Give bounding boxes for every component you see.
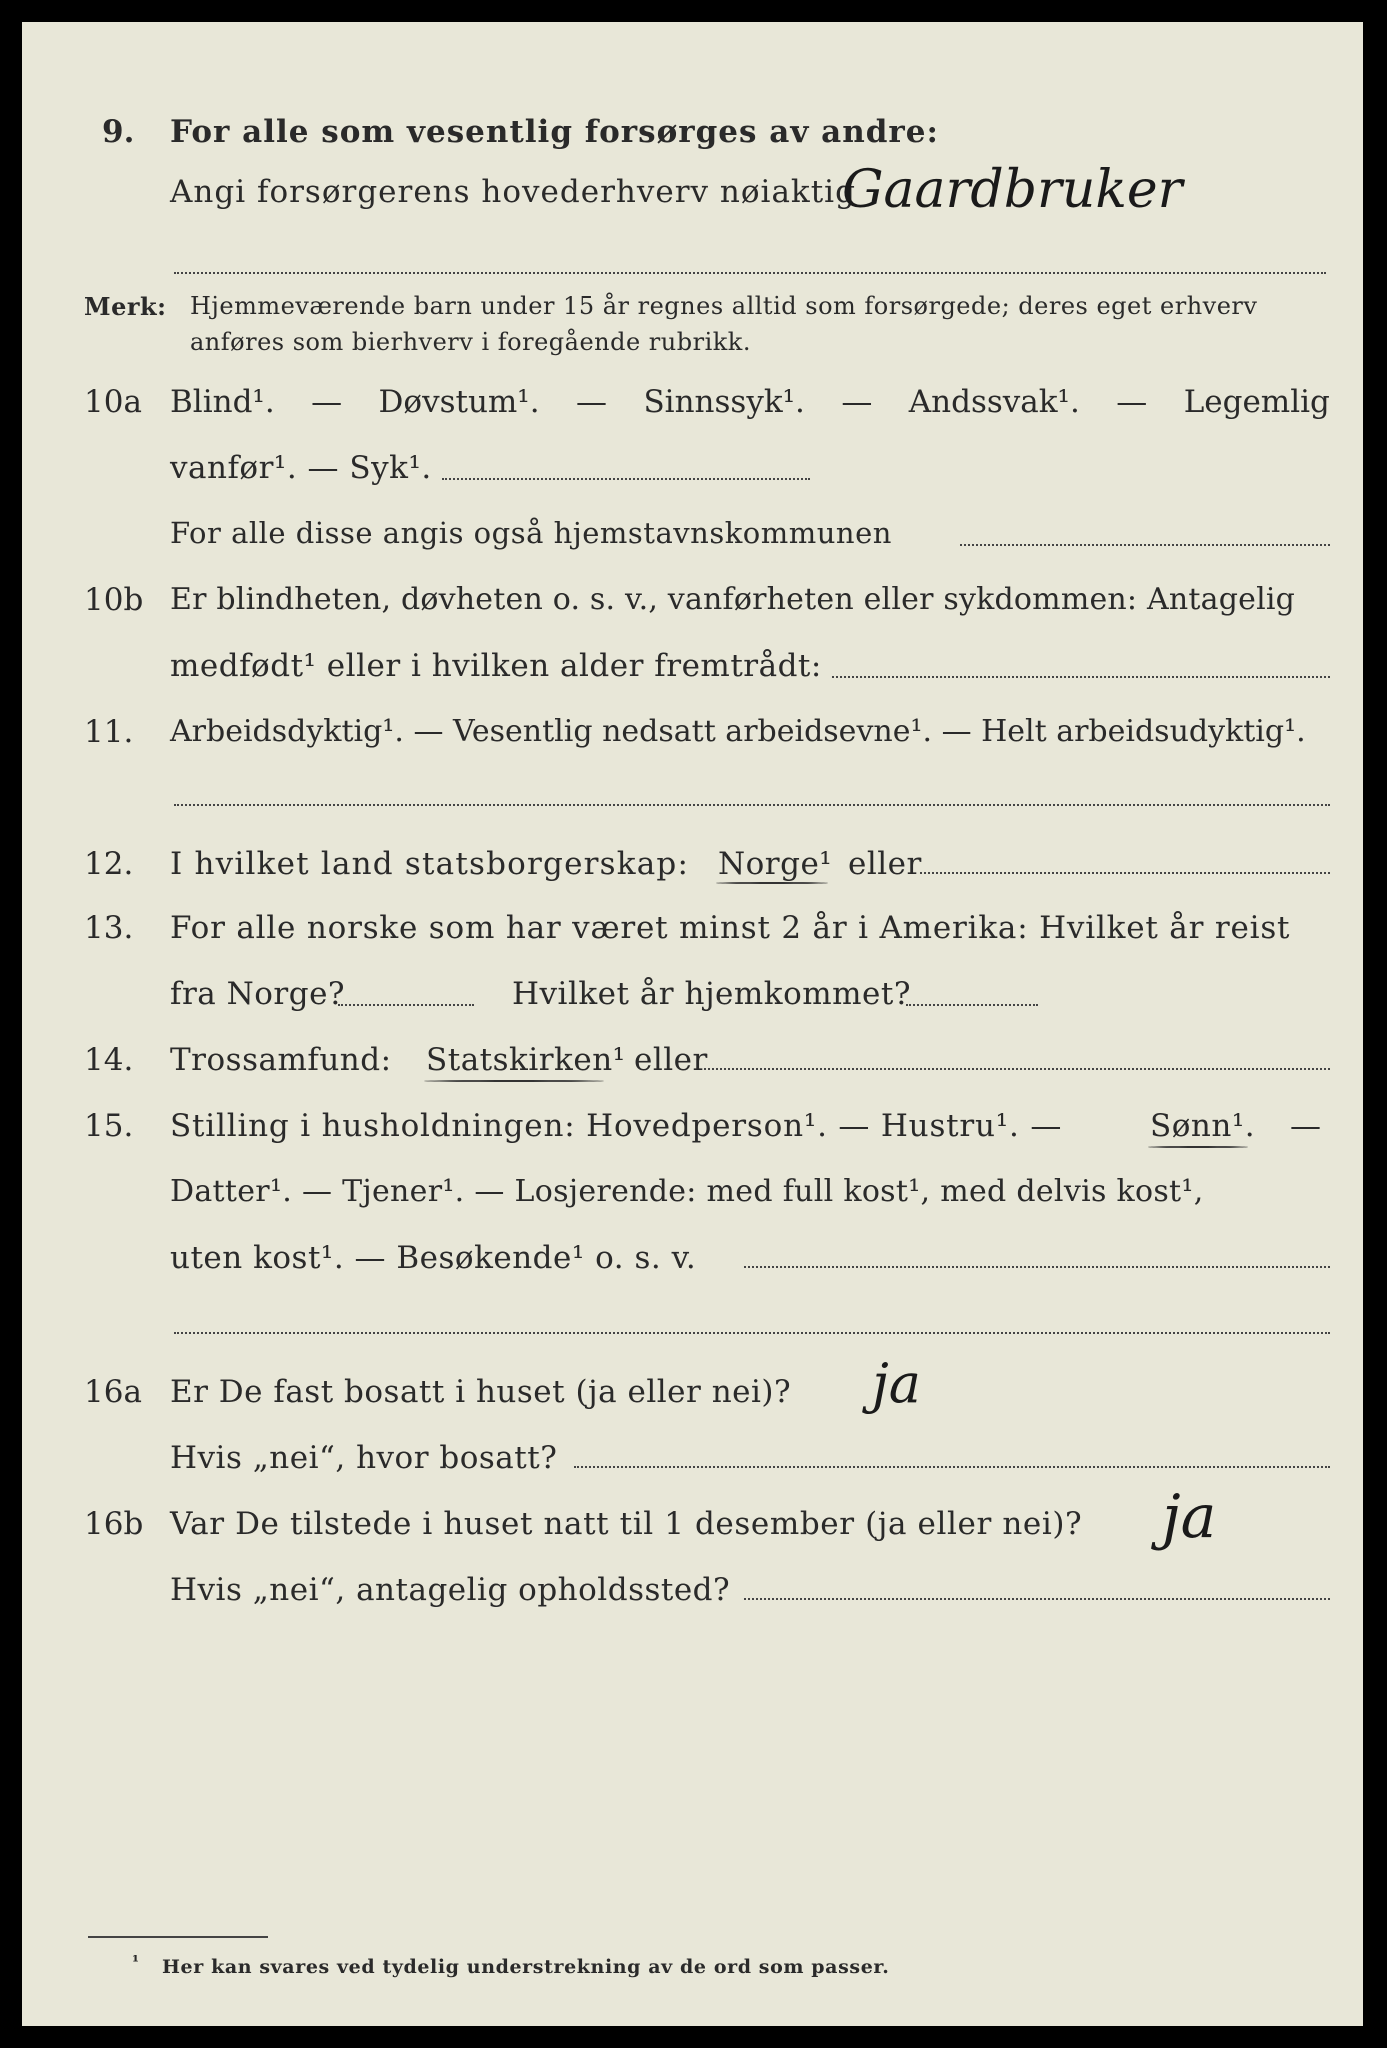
q10a-opt-legemlig: Legemlig xyxy=(1183,384,1330,420)
q14-statskirken-underline xyxy=(424,1080,604,1082)
q15-separator xyxy=(174,1332,1330,1334)
footnote-rule xyxy=(88,1936,268,1938)
q9-heading: For alle som vesentlig forsørges av andre: xyxy=(170,114,939,150)
census-form-page xyxy=(22,22,1363,2026)
q15-line1c: — xyxy=(1290,1108,1322,1144)
q10b-line2: medfødt¹ eller i hvilken alder fremtrådt: xyxy=(170,648,822,684)
q10a-kommune-blank xyxy=(960,544,1330,546)
q10b-number: 10b xyxy=(84,582,144,618)
q10a-line2: vanfør¹. — Syk¹. xyxy=(170,450,432,486)
q12-line1: I hvilket land statsborgerskap: xyxy=(170,846,690,882)
q10a-dash-3: — xyxy=(841,384,873,420)
q9-answer-handwritten: Gaardbruker xyxy=(842,160,1183,220)
q10b-blank xyxy=(832,676,1330,678)
footnote-text: Her kan svares ved tydelig understrekning av de ord som passer. xyxy=(162,1956,890,1978)
q12-norge: Norge¹ xyxy=(718,846,833,882)
q13-line2a: fra Norge? xyxy=(170,976,346,1012)
merk-text-line1: Hjemmeværende barn under 15 år regnes alltid som forsørgede; deres eget erhverv xyxy=(190,292,1258,320)
q10a-syk-blank xyxy=(442,478,810,480)
q10a-dash-4: — xyxy=(1116,384,1148,420)
merk-text-line2: anføres som bierhverv i foregående rubrikk. xyxy=(190,328,751,356)
q10a-dash-2: — xyxy=(576,384,608,420)
q9-separator xyxy=(174,272,1326,274)
q12-blank xyxy=(920,872,1330,874)
q10a-opt-andssvak: Andssvak¹. xyxy=(908,384,1080,420)
q15-line1a: Stilling i husholdningen: Hovedperson¹. — Hustru¹. — xyxy=(170,1108,1063,1144)
q14-number: 14. xyxy=(84,1042,134,1078)
q14-blank xyxy=(704,1068,1330,1070)
q16b-line2: Hvis „nei“, antagelig opholdssted? xyxy=(170,1572,731,1608)
q16b-blank xyxy=(744,1598,1330,1600)
q13-line1: For alle norske som har været minst 2 år i Amerika: Hvilket år reist xyxy=(170,910,1291,946)
q13-hjem-blank xyxy=(906,1004,1038,1006)
q15-line2: Datter¹. — Tjener¹. — Losjerende: med full kost¹, med delvis kost¹, xyxy=(170,1174,1204,1209)
q11-separator xyxy=(174,804,1330,806)
q11-line1: Arbeidsdyktig¹. — Vesentlig nedsatt arbeidsevne¹. — Helt arbeidsudyktig¹. xyxy=(170,714,1306,749)
q16b-line1: Var De tilstede i huset natt til 1 desember (ja eller nei)? xyxy=(170,1506,1083,1542)
q10a-opt-dovstum: Døvstum¹. xyxy=(378,384,540,420)
q16b-answer-handwritten: ja xyxy=(1162,1482,1217,1552)
q16b-number: 16b xyxy=(84,1506,144,1542)
q14-statskirken: Statskirken¹ xyxy=(426,1042,626,1078)
q10b-line1: Er blindheten, døvheten o. s. v., vanførheten eller sykdommen: Antagelig xyxy=(170,582,1296,617)
q10a-opt-sinnssyk: Sinnssyk¹. xyxy=(643,384,805,420)
q14-eller: eller xyxy=(634,1042,708,1078)
q13-line2b: Hvilket år hjemkommet? xyxy=(512,976,911,1012)
q12-norge-underline xyxy=(716,882,828,884)
footnote-mark: ¹ xyxy=(132,1952,140,1971)
q15-sonn-underline xyxy=(1148,1146,1248,1148)
merk-label: Merk: xyxy=(84,292,167,321)
q12-number: 12. xyxy=(84,846,134,882)
q10a-number: 10a xyxy=(84,384,142,420)
q10a-dash-1: — xyxy=(311,384,343,420)
q13-number: 13. xyxy=(84,910,134,946)
q13-reist-blank xyxy=(338,1004,474,1006)
q12-eller: eller xyxy=(848,846,922,882)
q16a-blank xyxy=(574,1466,1330,1468)
q11-number: 11. xyxy=(84,714,134,750)
q15-sonn: Sønn¹. xyxy=(1150,1108,1256,1144)
q16a-number: 16a xyxy=(84,1374,142,1410)
q14-label: Trossamfund: xyxy=(170,1042,392,1078)
q16a-answer-handwritten: ja xyxy=(872,1352,921,1415)
q15-line3: uten kost¹. — Besøkende¹ o. s. v. xyxy=(170,1240,697,1276)
q9-prompt: Angi forsørgerens hovederhverv nøiaktig xyxy=(170,174,856,210)
q9-number: 9. xyxy=(102,114,135,150)
q10a-options-row xyxy=(170,384,1330,420)
q16a-line1: Er De fast bosatt i huset (ja eller nei)? xyxy=(170,1374,792,1410)
q15-number: 15. xyxy=(84,1108,134,1144)
q10a-line3: For alle disse angis også hjemstavnskommunen xyxy=(170,516,892,550)
q15-blank xyxy=(744,1266,1330,1268)
q10a-opt-blind: Blind¹. xyxy=(170,384,275,420)
q16a-line2: Hvis „nei“, hvor bosatt? xyxy=(170,1440,558,1476)
